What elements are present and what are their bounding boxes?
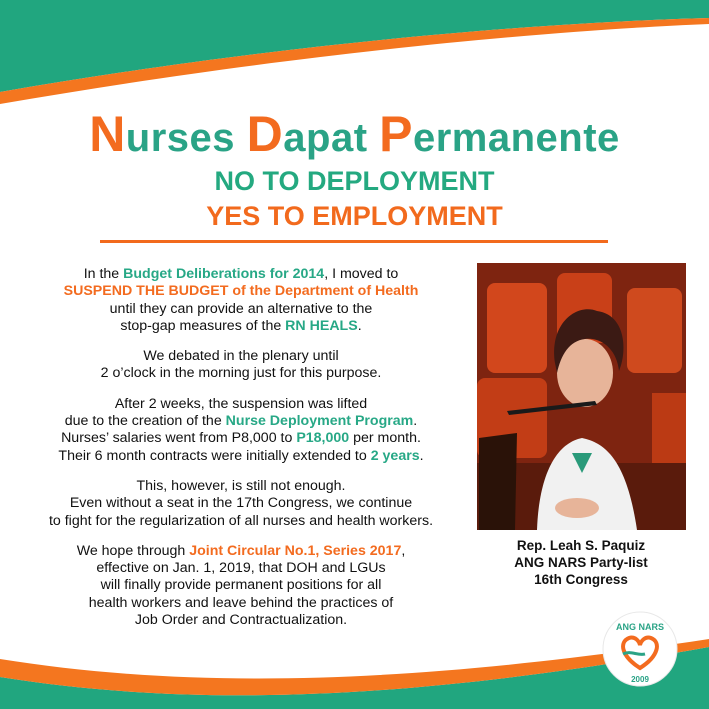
highlight-salary: P18,000 bbox=[296, 430, 350, 447]
text-span: effective on Jan. 1, 2019, that DOH and LGUs bbox=[96, 560, 386, 577]
logo-year: 2009 bbox=[631, 675, 649, 684]
text-span: per month. bbox=[349, 430, 421, 447]
text-span: We hope through bbox=[76, 542, 190, 559]
headline bbox=[0, 106, 709, 162]
photo-caption bbox=[478, 537, 684, 588]
text-span: to fight for the regularization of all nurses and health workers. bbox=[48, 512, 434, 529]
portrait-photo bbox=[477, 263, 686, 530]
ang-nars-logo bbox=[601, 610, 679, 688]
text-span: due to the creation of the bbox=[64, 413, 226, 430]
headline-word-dapat: apat bbox=[283, 116, 380, 160]
highlight-budget-deliberations: Budget Deliberations for 2014 bbox=[123, 266, 325, 282]
text-span: . bbox=[357, 317, 362, 334]
text-span: This, however, is still not enough. bbox=[136, 477, 346, 494]
caption-congress: 16th Congress bbox=[534, 572, 628, 587]
divider-line bbox=[100, 240, 608, 243]
headline-word-permanente: ermanente bbox=[412, 116, 620, 160]
highlight-suspend-budget: SUSPEND THE BUDGET of the Department of Health bbox=[63, 283, 419, 300]
subtitle-no-deployment: NO TO DEPLOYMENT bbox=[214, 166, 495, 196]
headline-word-nurses: urses bbox=[125, 116, 247, 160]
highlight-nurse-deployment-program: Nurse Deployment Program bbox=[225, 413, 414, 430]
text-span: stop-gap measures of the bbox=[120, 317, 286, 334]
highlight-joint-circular: Joint Circular No.1, Series 2017 bbox=[189, 542, 402, 559]
text-span: . bbox=[413, 413, 418, 430]
paragraph-joint-circular bbox=[10, 543, 472, 629]
subtitle-yes-employment: YES TO EMPLOYMENT bbox=[206, 201, 503, 231]
caption-name: Rep. Leah S. Paquiz bbox=[516, 538, 646, 553]
text-span: , bbox=[401, 542, 406, 559]
text-span: Their 6 month contracts were initially extended to bbox=[58, 447, 371, 464]
headline-cap-p: P bbox=[379, 106, 413, 162]
text-span: In the bbox=[83, 266, 124, 282]
logo-text: ANG NARS bbox=[615, 622, 665, 632]
paragraph-plenary bbox=[10, 348, 472, 383]
paragraph-budget bbox=[10, 266, 472, 335]
text-span: We debated in the plenary until bbox=[143, 348, 339, 365]
highlight-rn-heals: RN HEALS bbox=[285, 317, 358, 334]
highlight-2-years: 2 years bbox=[370, 447, 420, 464]
text-span: will finally provide permanent positions for all bbox=[100, 577, 382, 594]
text-span: After 2 weeks, the suspension was lifted bbox=[114, 395, 368, 412]
paragraph-not-enough bbox=[10, 478, 472, 530]
text-span: Nurses’ salaries went from P8,000 to bbox=[61, 430, 297, 447]
text-span: health workers and leave behind the practices of bbox=[88, 594, 394, 611]
headline-cap-d: D bbox=[246, 106, 284, 162]
text-span: Even without a seat in the 17th Congress, we continue bbox=[69, 495, 413, 512]
text-span: Job Order and Contractualization. bbox=[134, 612, 348, 629]
paragraph-suspension-lifted bbox=[10, 396, 472, 465]
text-span: , I moved to bbox=[324, 266, 399, 282]
headline-cap-n: N bbox=[89, 106, 126, 162]
top-decorative-band bbox=[0, 0, 709, 110]
statement-body bbox=[10, 266, 472, 642]
text-span: 2 o’clock in the morning just for this purpose. bbox=[100, 365, 382, 382]
text-span: . bbox=[419, 447, 424, 464]
text-span: until they can provide an alternative to the bbox=[109, 300, 373, 317]
caption-party: ANG NARS Party-list bbox=[514, 555, 648, 570]
